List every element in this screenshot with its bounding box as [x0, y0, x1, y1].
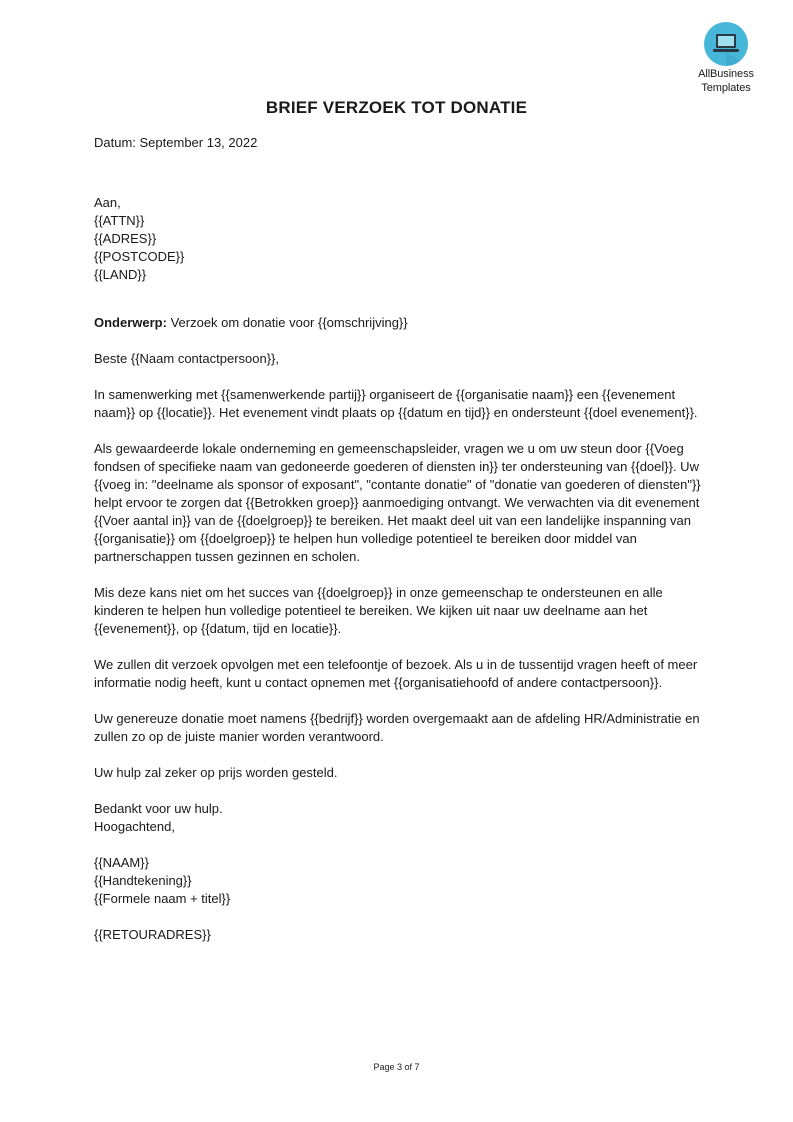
paragraph-1: In samenwerking met {{samenwerkende partij}} organiseert de {{organisatie naam}} een {{evenement naam}} op {{locatie}}. Het evenement vindt plaats op {{datum en tijd}} en ondersteunt {{doel evenement}}.: [94, 387, 698, 420]
paragraph-4: We zullen dit verzoek opvolgen met een telefoontje of bezoek. Als u in de tussentijd vragen heeft of meer informatie nodig heeft, kunt u contact opnemen met {{organisatiehoofd of andere contactpersoon}}.: [94, 657, 698, 690]
signature-formal-name: {{Formele naam + titel}}: [94, 891, 231, 906]
document-title: BRIEF VERZOEK TOT DONATIE: [265, 98, 528, 117]
paragraph-5: Uw genereuze donatie moet namens {{bedrijf}} worden overgemaakt aan de afdeling HR/Administratie en zullen zo op de juiste manier worden verantwoord.: [94, 711, 700, 744]
letter-date: Datum: September 13, 2022: [94, 135, 258, 150]
letter-body: [94, 134, 704, 944]
closing-regards: Hoogachtend,: [94, 819, 175, 834]
subject-line: [94, 314, 704, 332]
logo-text-line1: AllBusiness: [698, 68, 754, 80]
page-number: Page 3 of 7: [373, 1062, 420, 1072]
address-land: {{LAND}}: [94, 267, 147, 282]
paragraph-3: Mis deze kans niet om het succes van {{doelgroep}} in onze gemeenschap te ondersteunen en alle kinderen te helpen hun volledige potentieel te bereiken. We kijken uit naar uw deelname aan het {{evenement}}, op {{datum, tijd en locatie}}.: [94, 585, 663, 636]
return-address: {{RETOURADRES}}: [94, 927, 211, 942]
address-attn: {{ATTN}}: [94, 213, 145, 228]
greeting: Beste {{Naam contactpersoon}},: [94, 351, 280, 366]
address-postcode: {{POSTCODE}}: [94, 249, 185, 264]
address-adres: {{ADRES}}: [94, 231, 157, 246]
logo-text-line2: Templates: [701, 82, 751, 94]
signature-name: {{NAAM}}: [94, 855, 149, 870]
signature-handtekening: {{Handtekening}}: [94, 873, 192, 888]
subject-label: Onderwerp:: [94, 315, 167, 330]
subject-text: Verzoek om donatie voor {{omschrijving}}: [166, 315, 408, 330]
laptop-icon: [704, 22, 748, 66]
paragraph-2: Als gewaardeerde lokale onderneming en gemeenschapsleider, vragen we u om uw steun door {{Voeg fondsen of specifieke naam van gedoneerde goederen of diensten in}} ter ondersteuning van {{doel}}. Uw {{voeg in: "deelname als sponsor of exposant", "contante donatie" of "donatie van goederen of diensten"}} helpt ervoor te zorgen dat {{Betrokken groep}} aanmoediging ontvangt. We verwachten via dit evenement {{Voer aantal in}} van de {{doelgroep}} te bereiken. Het maakt deel uit van een landelijke inspanning van {{organisatie}} om {{doelgroep}} te helpen hun volledige potentieel te bereiken door middel van partnerschappen tussen gezinnen en scholen.: [94, 441, 701, 564]
closing: [94, 800, 704, 836]
signature-block: [94, 854, 704, 908]
address-to: Aan,: [94, 195, 121, 210]
brand-logo: [692, 22, 760, 94]
recipient-address: [94, 194, 704, 284]
paragraph-6: Uw hulp zal zeker op prijs worden gesteld.: [94, 765, 338, 780]
closing-thanks: Bedankt voor uw hulp.: [94, 801, 223, 816]
